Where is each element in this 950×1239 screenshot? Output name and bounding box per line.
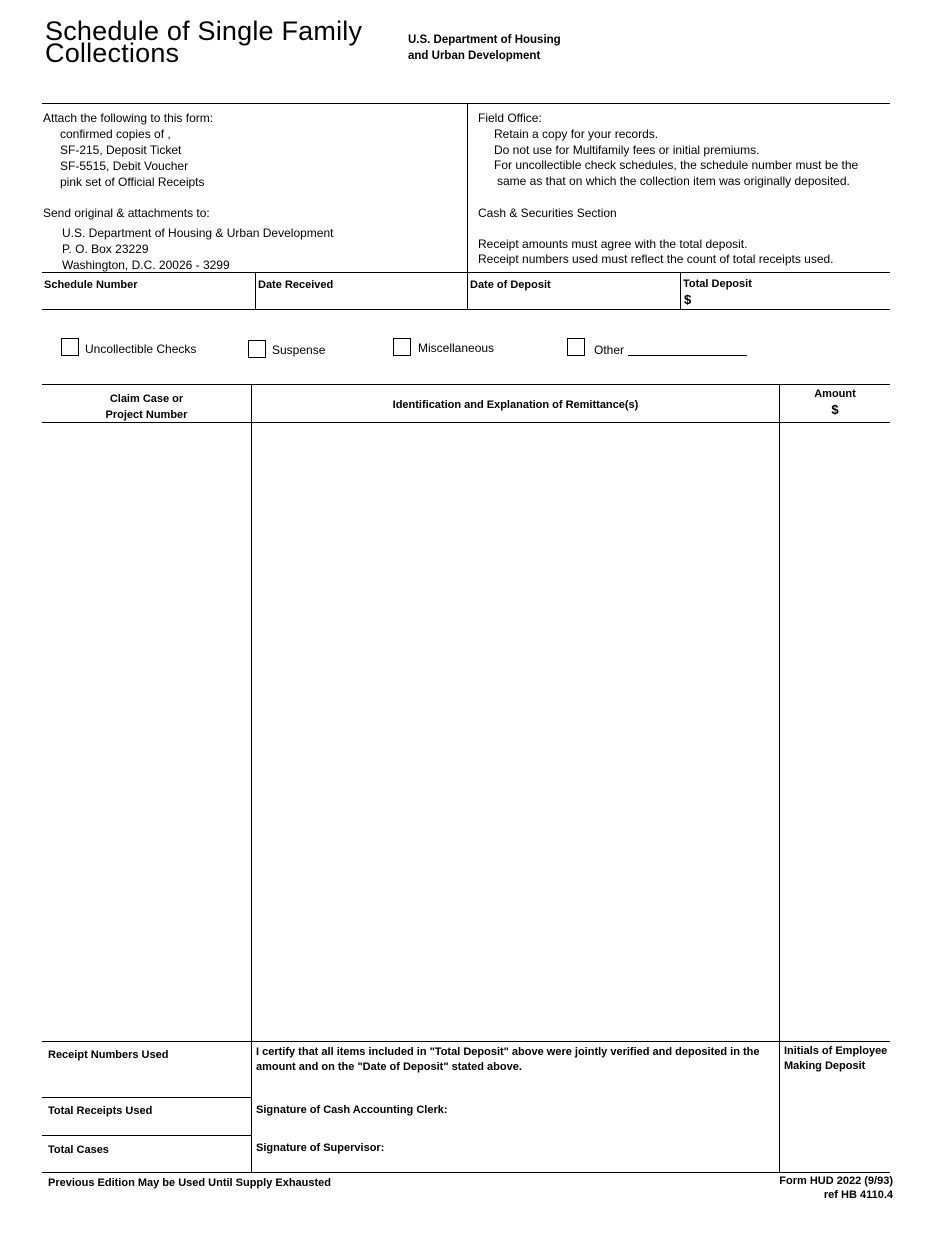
initials-label-line: Making Deposit	[784, 1060, 866, 1072]
agency-line-2: and Urban Development	[408, 50, 541, 62]
fields-divider	[680, 273, 681, 310]
cash-item: Receipt amounts must agree with the total deposit.	[478, 237, 748, 251]
address-line: U.S. Department of Housing & Urban Development	[62, 226, 334, 240]
field-office-item: Do not use for Multifamily fees or initial premiums.	[494, 143, 760, 157]
certification-text	[256, 1045, 760, 1075]
form-number: Form HUD 2022 (9/93)	[779, 1175, 893, 1187]
schedule-number-label: Schedule Number	[44, 279, 138, 291]
certification-line: amount and on the "Date of Deposit" stated above.	[256, 1061, 522, 1073]
instruction-divider	[467, 104, 468, 310]
footer-row-rule	[42, 1135, 252, 1136]
cash-item: Receipt numbers used must reflect the count of total receipts used.	[478, 252, 834, 266]
claim-case-header-line: Project Number	[105, 409, 188, 421]
total-deposit-label: Total Deposit	[683, 278, 752, 290]
attach-heading: Attach the following to this form:	[43, 111, 214, 125]
field-office-item: For uncollectible check schedules, the schedule number must be the	[494, 158, 859, 172]
date-received-label: Date Received	[258, 279, 334, 291]
attach-item: pink set of Official Receipts	[60, 175, 205, 189]
other-input-line[interactable]	[628, 355, 747, 356]
send-heading: Send original & attachments to:	[43, 206, 210, 220]
top-rule	[42, 103, 890, 104]
other-label: Other	[594, 343, 625, 357]
clerk-signature-label: Signature of Cash Accounting Clerk:	[256, 1104, 448, 1116]
field-office-item: Retain a copy for your records.	[494, 127, 659, 141]
table-col-divider	[251, 385, 252, 1173]
receipt-numbers-label: Receipt Numbers Used	[48, 1049, 169, 1061]
amount-header-line: Amount	[814, 388, 856, 400]
suspense-checkbox[interactable]	[248, 340, 266, 358]
suspense-label: Suspense	[272, 343, 326, 357]
table-col-divider	[779, 385, 780, 1173]
field-office-item: same as that on which the collection item was originally deposited.	[497, 174, 850, 188]
attach-item: SF-215, Deposit Ticket	[60, 143, 182, 157]
fields-top-rule	[42, 272, 890, 273]
initials-label	[784, 1044, 887, 1074]
miscellaneous-label: Miscellaneous	[418, 341, 495, 355]
form-number-block	[700, 1174, 893, 1202]
form-title	[45, 16, 363, 68]
fields-bottom-rule	[42, 309, 890, 310]
footer-bottom-rule	[42, 1172, 890, 1173]
fields-divider	[255, 273, 256, 310]
miscellaneous-checkbox[interactable]	[393, 338, 411, 356]
footer-top-rule	[42, 1041, 890, 1042]
title-line-1: Schedule of Single Family	[45, 16, 363, 46]
uncollectible-checkbox[interactable]	[61, 338, 79, 356]
amount-header-currency: $	[831, 402, 839, 417]
initials-label-line: Initials of Employee	[784, 1045, 888, 1057]
title-line-2: Collections	[45, 38, 180, 68]
field-office-heading: Field Office:	[478, 111, 542, 125]
total-receipts-label: Total Receipts Used	[48, 1105, 153, 1117]
edition-note: Previous Edition May be Used Until Supply Exhausted	[48, 1177, 331, 1189]
claim-case-header	[42, 391, 251, 423]
form-reference: ref HB 4110.4	[823, 1189, 893, 1201]
address-line: P. O. Box 23229	[62, 242, 149, 256]
agency-line-1: U.S. Department of Housing	[408, 34, 561, 46]
certification-line: I certify that all items included in "Total Deposit" above were jointly verified and deposited in the	[256, 1046, 760, 1058]
supervisor-signature-label: Signature of Supervisor:	[256, 1142, 385, 1154]
table-top-rule	[42, 384, 890, 385]
total-cases-label: Total Cases	[48, 1144, 109, 1156]
footer-row-rule	[42, 1097, 252, 1098]
attach-item: SF-5515, Debit Voucher	[60, 159, 189, 173]
date-of-deposit-label: Date of Deposit	[470, 279, 551, 291]
agency-name	[408, 32, 561, 64]
amount-header	[780, 386, 890, 418]
uncollectible-label: Uncollectible Checks	[85, 342, 197, 356]
cash-heading: Cash & Securities Section	[478, 206, 617, 220]
other-checkbox[interactable]	[567, 338, 585, 356]
address-line: Washington, D.C. 20026 - 3299	[62, 258, 230, 272]
total-deposit-currency: $	[684, 292, 692, 307]
attach-item: confirmed copies of ,	[60, 127, 171, 141]
identification-header: Identification and Explanation of Remittance(s)	[392, 399, 639, 411]
claim-case-header-line: Claim Case or	[109, 393, 184, 405]
